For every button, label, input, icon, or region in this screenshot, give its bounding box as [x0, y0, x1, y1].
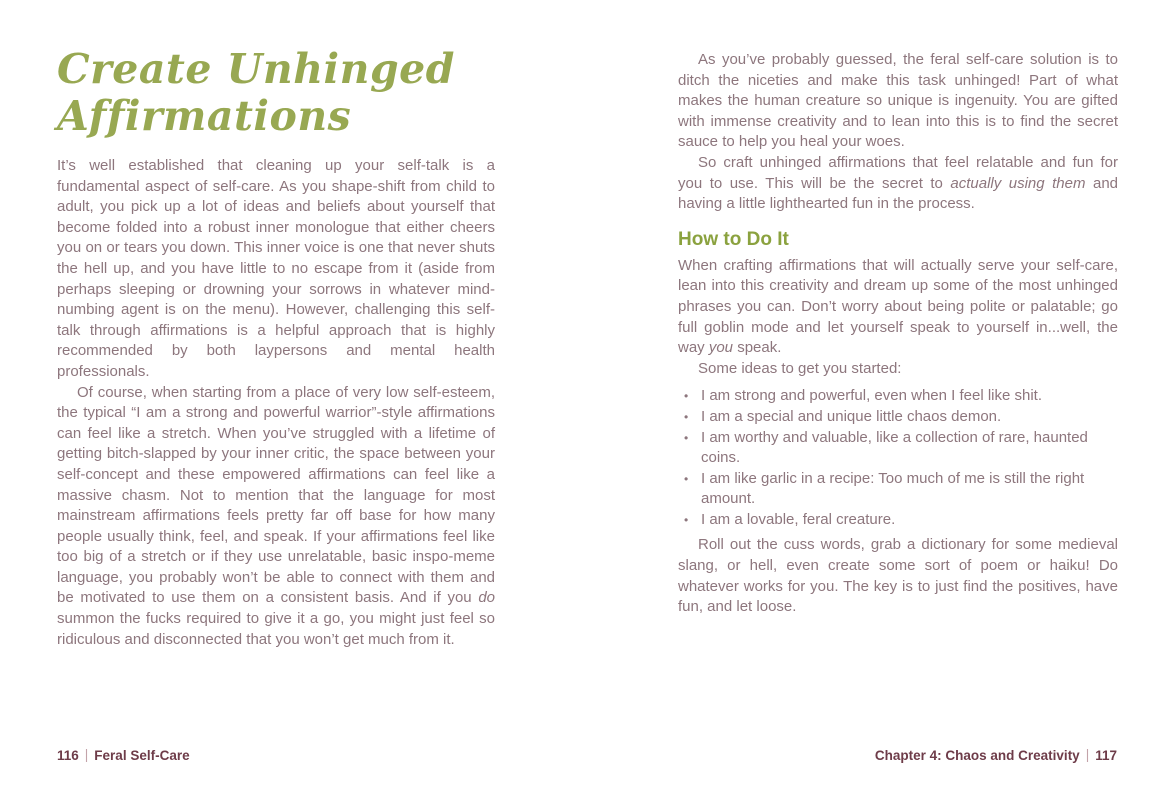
right-page-number: 117 — [1095, 748, 1117, 763]
chapter-title-line1: Create Unhinged — [57, 45, 455, 93]
how-to-paragraph — [678, 256, 1118, 359]
how-to-paragraph-text: When crafting affirmations that will actually serve your self-care, lean into this creativity and dream up some of the most unhinged phrases you can. Don’t worry about being polite or palatable; go full goblin mode and let yourself speak to yourself in...well, the way — [678, 256, 1118, 357]
solution-paragraph — [678, 50, 1118, 153]
second-paragraph-text-cont: summon the fucks required to give it a go, you might just feel so ridiculous and disconnected that you won’t get much from it. — [57, 610, 495, 648]
list-item: • I am a lovable, feral creature. — [678, 510, 1118, 531]
solution-paragraph-text: As you’ve probably guessed, the feral self-care solution is to ditch the niceties and make this task unhinged! Part of what makes the human creature so unique is ingenuity. You are gifted with immense creativity and to lean into this is to find the secret sauce to help you heal your woes. — [678, 51, 1118, 151]
list-item: • I am worthy and valuable, like a collection of rare, haunted coins. — [678, 428, 1118, 469]
craft-paragraph-text: So craft unhinged affirmations that feel relatable and fun for you to use. This will be the secret to — [678, 153, 1118, 192]
left-footer — [57, 748, 190, 764]
left-page-number: 116 — [57, 748, 79, 763]
second-paragraph — [57, 383, 495, 651]
footer-divider: | — [84, 747, 89, 762]
intro-paragraph-text: It’s well established that cleaning up your self-talk is a fundamental aspect of self-care. As you shape-shift from child to adult, you pick up a lot of ideas and beliefs about yourself that become folded into a robust inner monologue that either cheers you on or tears you down. This inner voice is one that never shuts the hell up, and you have little to no escape from it (aside from perhaps sleeping or drowning your sorrows in whatever mind-numbing agent is on the menu). However, challenging this self-talk through affirmations is a helpful approach that is highly recommended by both laypersons and mental health professionals. — [57, 157, 495, 380]
craft-paragraph — [678, 153, 1118, 215]
chapter-title — [57, 46, 495, 140]
book-title: Feral Self-Care — [94, 748, 190, 763]
footer-divider: | — [1085, 747, 1090, 762]
list-item: • I am like garlic in a recipe: Too much of me is still the right amount. — [678, 469, 1118, 510]
how-to-paragraph-emphasis: you — [708, 339, 734, 357]
second-paragraph-emphasis: do — [478, 589, 495, 607]
craft-paragraph-text-cont: and having a little lighthearted fun in the process. — [678, 174, 1119, 213]
left-page — [57, 46, 495, 650]
how-to-do-it-heading: How to Do It — [678, 228, 789, 250]
list-item: • I am strong and powerful, even when I feel like shit. — [678, 386, 1118, 407]
right-page — [678, 50, 1118, 618]
second-paragraph-text: Of course, when starting from a place of very low self-esteem, the typical “I am a strong and powerful warrior”-style affirmations can feel like a stretch. When you’ve struggled with a lifetime of getting bitch-slapped by your inner critic, the space between your self-concept and these empowered affirmations can feel like a massive chasm. Not to mention that the language for most mainstream affirmations feels pretty far off base for how many people usually think, feel, and speak. If your affirmations feel like too big of a stretch or if they use unrelatable, basic inspo-meme language, you probably won’t be able to connect with them and be motivated to use them on a consistent basis. And if you — [57, 383, 495, 607]
craft-paragraph-emphasis: actually using them — [950, 174, 1086, 192]
affirmation-ideas-list — [678, 386, 1118, 530]
how-to-paragraph-text-cont: speak. — [733, 339, 782, 357]
chapter-title-line2: Affirmations — [57, 92, 352, 140]
intro-paragraph — [57, 156, 495, 383]
right-footer — [875, 748, 1117, 764]
list-item: • I am a special and unique little chaos demon. — [678, 407, 1118, 428]
list-intro: Some ideas to get you started: — [698, 359, 902, 377]
closing-paragraph: Roll out the cuss words, grab a dictionary for some medieval slang, or hell, even create some sort of poem or haiku! Do whatever works for you. The key is to just find the positives, have fun, and let loose. — [678, 536, 1118, 616]
chapter-label: Chapter 4: Chaos and Creativity — [874, 748, 1080, 763]
